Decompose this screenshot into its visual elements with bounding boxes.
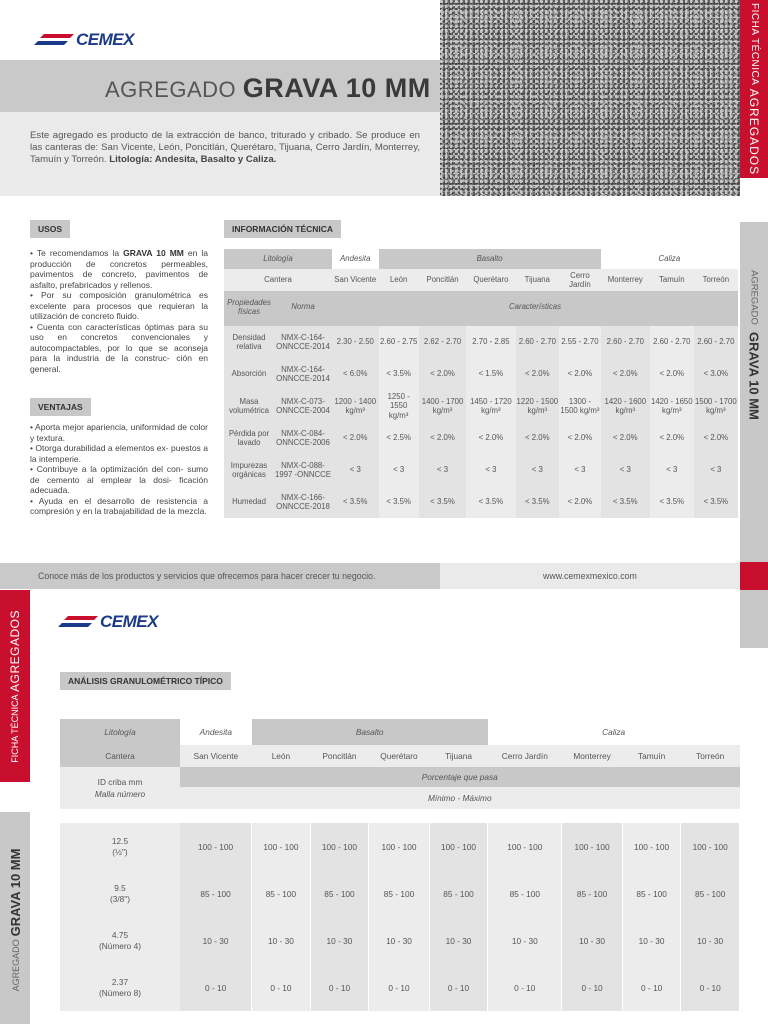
value-cell: 1500 - 1700 kg/m³ [694,390,738,422]
usos-list [30,248,208,374]
cantera-cell: Tamuín [637,751,666,761]
intro-paragraph [30,130,420,166]
percent-cell: 10 - 30 [180,917,252,964]
side-tab-ficha-2 [0,590,30,782]
percent-cell: 85 - 100 [622,870,681,917]
cantera-cell: Torreón [702,275,730,285]
cantera-cell: San Vicente [193,751,239,761]
percent-cell: 100 - 100 [369,823,430,870]
prop-name: Masa volumétrica [224,390,274,422]
value-cell: < 2.0% [419,422,466,454]
caliza-header: Caliza [488,719,740,745]
percent-cell: 0 - 10 [310,964,369,1011]
value-cell: < 3 [694,454,738,486]
caracteristicas-label: Características [509,302,561,312]
cantera-cell: Cerro Jardín [501,751,548,761]
side-tab-ficha [740,0,768,178]
value-cell: < 3 [650,454,694,486]
side-grey-bold: GRAVA 10 MM [746,331,762,420]
side-tab-bold: AGREGADOS [747,88,761,176]
value-cell: < 2.0% [601,422,650,454]
andesita-header: Andesita [180,719,252,745]
value-cell: < 3.5% [601,486,650,518]
ventajas-heading: VENTAJAS [30,398,91,416]
cantera-cell: Querétaro [473,275,509,285]
criba-size: 2.37 [111,976,129,987]
percent-cell: 10 - 30 [429,917,488,964]
litologia-label: Litología [60,719,180,745]
value-cell: < 2.0% [559,486,601,518]
criba-size-cell [60,870,180,917]
propiedades-label: Propiedades físicas [227,297,271,316]
usos-item: • Por su composición granulométrica es excelente para procesos que requieran la utilización de concreto fluido. [30,290,208,321]
side-accent-red [740,562,768,590]
gravel-photo [440,0,740,196]
norma-label: Norma [291,302,315,312]
logo-text: CEMEX [76,30,134,49]
malla-number: (3/8") [109,893,130,904]
criba-size: 9.5 [114,882,126,893]
value-cell: < 3.0% [694,358,738,390]
norma-cell: NMX-C-084-ONNCCE-2006 [274,422,332,454]
side-tab-product-2 [0,812,30,1024]
side-accent-grey [740,590,768,648]
percent-cell: 0 - 10 [562,964,623,1011]
value-cell: 1200 - 1400 kg/m³ [332,390,379,422]
malla-number: (Número 8) [99,987,141,998]
criba-size: 4.75 [111,929,129,940]
footer-url-link[interactable]: www.cemexmexico.com [543,571,637,581]
logo-text: CEMEX [100,612,158,631]
value-cell: < 3 [601,454,650,486]
norma-cell: NMX-C-088-1997 -ONNCCE [274,454,332,486]
minmax-label: Mínimo - Máximo [180,787,740,809]
granulometric-table [60,719,740,1011]
ventajas-item: • Ayuda en el desarrollo de resistencia a compresión y en la trabajabilidad de la mezcla. [30,495,208,516]
percent-cell: 10 - 30 [252,917,311,964]
basalto-header: Basalto [379,249,601,269]
percent-cell: 100 - 100 [622,823,681,870]
usos-heading: USOS [30,220,70,238]
value-cell: < 3 [466,454,515,486]
page-title [105,73,431,104]
andesita-header: Andesita [332,249,379,269]
usos-item: • Te recomendamos la GRAVA 10 MM en la producción de concretos permeables, pavimentos de concreto, pavimentos de asfalto, prefabricados y rellenos. [30,248,208,290]
cantera-cell: Cerro Jardín [569,270,591,289]
value-cell: < 2.0% [650,422,694,454]
ventajas-item: • Otorga durabilidad a elementos ex- puestos a la intemperie. [30,443,208,464]
prop-name: Absorción [224,358,274,390]
value-cell: < 2.0% [559,358,601,390]
value-cell: 2.60 - 2.70 [694,326,738,358]
criba-size-cell [60,964,180,1011]
norma-cell: NMX-C-166-ONNCCE-2018 [274,486,332,518]
percent-cell: 100 - 100 [488,823,562,870]
norma-cell: NMX-C-164-ONNCCE-2014 [274,358,332,390]
footer-text: Conoce más de los productos y servicios que ofrecemos para hacer crecer tu negocio. [38,571,376,581]
percent-cell: 10 - 30 [488,917,562,964]
value-cell: 2.55 - 2.70 [559,326,601,358]
cantera-cell: Querétaro [380,751,418,761]
percent-cell: 85 - 100 [429,870,488,917]
cantera-cell: Torreón [696,751,725,761]
title-light: AGREGADO [105,77,237,102]
technical-info-table [224,249,738,518]
percent-cell: 100 - 100 [681,823,740,870]
info-tecnica-heading: INFORMACIÓN TÉCNICA [224,220,341,238]
litologia-label: Litología [224,249,332,269]
percent-cell: 100 - 100 [429,823,488,870]
value-cell: < 3.5% [466,486,515,518]
side-grey-light: AGREGADO [748,270,760,325]
value-cell: < 3 [419,454,466,486]
cemex-logo [36,30,134,50]
side-grey-light: AGREGADO [10,939,21,992]
percent-cell: 10 - 30 [369,917,430,964]
cantera-cell: San Vicente [334,275,377,285]
percent-cell: 10 - 30 [681,917,740,964]
percent-cell: 0 - 10 [429,964,488,1011]
percent-cell: 85 - 100 [681,870,740,917]
caliza-header: Caliza [601,249,738,269]
value-cell: 2.60 - 2.75 [379,326,419,358]
ventajas-list [30,422,208,517]
value-cell: 2.60 - 2.70 [601,326,650,358]
side-tab-bold: AGREGADOS [8,609,22,692]
value-cell: < 3.5% [379,358,419,390]
value-cell: 2.60 - 2.70 [650,326,694,358]
value-cell: 2.62 - 2.70 [419,326,466,358]
cantera-cell: Tijuana [445,751,472,761]
analisis-heading: ANÁLISIS GRANULOMÉTRICO TÍPICO [60,672,231,690]
percent-cell: 0 - 10 [180,964,252,1011]
value-cell: < 2.0% [516,358,560,390]
cantera-cell: Tamuín [659,275,685,285]
percent-cell: 0 - 10 [488,964,562,1011]
value-cell: < 2.0% [559,422,601,454]
percent-cell: 10 - 30 [562,917,623,964]
value-cell: 1220 - 1500 kg/m³ [516,390,560,422]
value-cell: 1250 - 1550 kg/m³ [379,390,419,422]
value-cell: < 3 [559,454,601,486]
prop-name: Densidad relativa [224,326,274,358]
porcentaje-label: Porcentaje que pasa [180,767,740,787]
cantera-cell: León [271,751,291,761]
value-cell: < 3.5% [650,486,694,518]
value-cell: < 3 [516,454,560,486]
cemex-logo-2 [60,612,158,632]
cantera-label: Cantera [264,275,292,285]
criba-size: 12.5 [111,835,129,846]
value-cell: < 3.5% [332,486,379,518]
malla-number: (Número 4) [99,940,141,951]
ventajas-item: • Aporta mejor apariencia, uniformidad de color y textura. [30,422,208,443]
value-cell: < 3 [332,454,379,486]
cantera-cell: Poncitlán [322,751,357,761]
cemex-logo-mark [60,614,96,630]
value-cell: < 3.5% [694,486,738,518]
value-cell: < 3.5% [516,486,560,518]
value-cell: < 2.0% [466,422,515,454]
intro-text: Este agregado es producto de la extracción de banco, triturado y cribado. Se produce en las canteras de: San Vicente, León, Poncitlán, Querétaro, Tijuana, Cerro Jardín, Monterrey, Tamuín y Torreón. [30,130,420,165]
percent-cell: 10 - 30 [310,917,369,964]
malla-label: Malla número [94,789,146,799]
percent-cell: 85 - 100 [488,870,562,917]
norma-cell: NMX-C-164-ONNCCE-2014 [274,326,332,358]
value-cell: 1420 - 1650 kg/m³ [650,390,694,422]
percent-cell: 0 - 10 [252,964,311,1011]
value-cell: 2.30 - 2.50 [332,326,379,358]
percent-cell: 0 - 10 [622,964,681,1011]
title-bold: GRAVA 10 MM [242,73,431,103]
value-cell: < 3.5% [419,486,466,518]
percent-cell: 100 - 100 [310,823,369,870]
cemex-logo-mark [36,32,72,48]
value-cell: < 2.0% [601,358,650,390]
cantera-cell: León [389,275,408,285]
ventajas-item: • Contribuye a la optimización del con- sumo de cemento al emplear la dosi- ficación adecuada. [30,464,208,495]
value-cell: < 2.0% [650,358,694,390]
cantera-cell: Poncitlán [426,275,459,285]
percent-cell: 85 - 100 [252,870,311,917]
percent-cell: 100 - 100 [562,823,623,870]
percent-cell: 85 - 100 [310,870,369,917]
prop-name: Pérdida por lavado [224,422,274,454]
basalto-header: Basalto [252,719,488,745]
percent-cell: 0 - 10 [681,964,740,1011]
value-cell: < 6.0% [332,358,379,390]
value-cell: < 2.0% [694,422,738,454]
percent-cell: 0 - 10 [369,964,430,1011]
side-grey-bold: GRAVA 10 MM [7,848,23,937]
criba-size-cell [60,823,180,870]
percent-cell: 85 - 100 [562,870,623,917]
criba-header [60,767,180,809]
percent-cell: 100 - 100 [180,823,252,870]
percent-cell: 85 - 100 [369,870,430,917]
value-cell: < 3 [379,454,419,486]
norma-cell: NMX-C-073-ONNCCE-2004 [274,390,332,422]
value-cell: < 2.0% [332,422,379,454]
value-cell: < 3.5% [379,486,419,518]
side-tab-product [740,222,768,562]
percent-cell: 85 - 100 [180,870,252,917]
intro-bold: Litología: Andesita, Basalto y Caliza. [109,154,277,165]
cantera-label: Cantera [60,745,180,767]
criba-size-cell [60,917,180,964]
value-cell: 1400 - 1700 kg/m³ [419,390,466,422]
value-cell: 2.70 - 2.85 [466,326,515,358]
percent-cell: 10 - 30 [622,917,681,964]
side-tab-light: FICHA TÉCNICA [10,694,20,763]
prop-name: Impurezas orgánicas [224,454,274,486]
id-criba-label: ID criba mm [97,777,143,787]
usos-item: • Cuenta con características óptimas para su uso en concretos convencionales y autocompactables, por lo que se aconseja para la industria de la construc- ción en general. [30,321,208,374]
value-cell: 1450 - 1720 kg/m³ [466,390,515,422]
value-cell: 1300 - 1500 kg/m³ [559,390,601,422]
value-cell: < 1.5% [466,358,515,390]
cantera-cell: Monterrey [573,751,611,761]
value-cell: < 2.0% [419,358,466,390]
value-cell: 2.60 - 2.70 [516,326,560,358]
side-tab-light: FICHA TÉCNICA [749,2,760,86]
value-cell: < 2.0% [516,422,560,454]
value-cell: < 2.5% [379,422,419,454]
value-cell: 1420 - 1600 kg/m³ [601,390,650,422]
cantera-cell: Monterrey [607,275,643,285]
cantera-cell: Tijuana [524,275,550,285]
percent-cell: 100 - 100 [252,823,311,870]
malla-number: (½") [112,846,128,857]
prop-name: Humedad [224,486,274,518]
